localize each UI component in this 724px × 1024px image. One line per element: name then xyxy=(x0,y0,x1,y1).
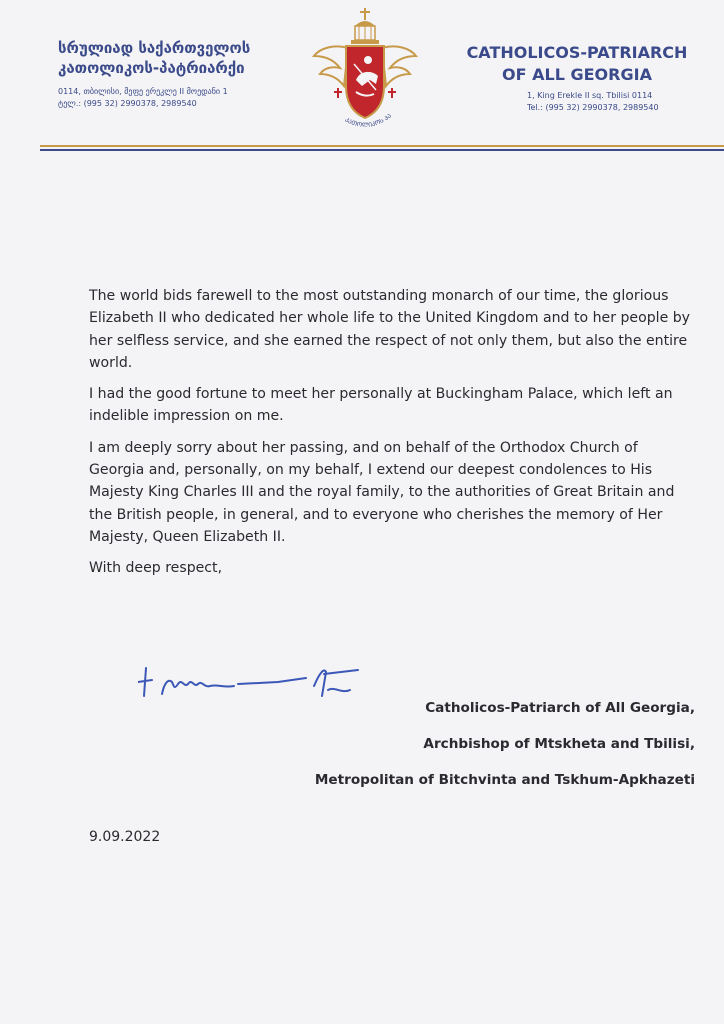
signer-title-3: Metropolitan of Bitchvinta and Tskhum-Apkhazeti xyxy=(314,772,695,788)
letterhead-divider-gold xyxy=(40,145,724,147)
signer-title-2: Archbishop of Mtskheta and Tbilisi, xyxy=(423,736,695,752)
letterhead-divider-navy xyxy=(40,149,724,151)
english-address: 1, King Erekle II sq. Tbilisi 0114 xyxy=(527,91,653,100)
georgian-title-line1: სრულიად საქართველოს xyxy=(58,39,251,57)
emblem-text: ᲙᲐᲗᲝᲚᲘᲙᲝᲡ ᲞᲐ xyxy=(343,112,393,130)
english-title-line1: CATHOLICOS-PATRIARCH xyxy=(466,43,688,62)
letterhead-english xyxy=(452,42,702,114)
letter-date: 9.09.2022 xyxy=(89,829,161,845)
letter-paragraph-2: I had the good fortune to meet her personally at Buckingham Palace, which left an indelible impression on me. xyxy=(89,386,673,425)
letter-body xyxy=(89,285,694,589)
letter-paragraph-1: The world bids farewell to the most outstanding monarch of our time, the glorious Elizabeth II who dedicated her whole life to the United Kingdom and to her people by her selfless service, and she earned the respect of not only them, but also the entire world. xyxy=(89,288,691,371)
georgian-title-line2: კათოლიკოს-პატრიარქი xyxy=(58,59,245,77)
letter-paragraph-3: I am deeply sorry about her passing, and on behalf of the Orthodox Church of Georgia and, personally, on my behalf, I extend our deepest condolences to His Majesty King Charles III and the royal family, to the authorities of Great Britain and the British people, in general, and to everyone who cherishes the memory of Her Majesty, Queen Elizabeth II. xyxy=(89,439,675,545)
letterhead-georgian xyxy=(58,38,318,110)
signer-block xyxy=(297,690,695,798)
letter-closing: With deep respect, xyxy=(89,560,223,577)
georgian-phone: ტელ.: (995 32) 2990378, 2989540 xyxy=(58,99,197,108)
patriarchate-emblem xyxy=(312,4,418,140)
english-phone: Tel.: (995 32) 2990378, 2989540 xyxy=(527,103,659,112)
signer-title-1: Catholicos-Patriarch of All Georgia, xyxy=(425,700,695,716)
english-title-line2: OF ALL GEORGIA xyxy=(502,65,652,84)
emblem-graphic xyxy=(312,4,418,140)
georgian-address: 0114, თბილისი, მეფე ერეკლე II მოედანი 1 xyxy=(58,87,228,96)
